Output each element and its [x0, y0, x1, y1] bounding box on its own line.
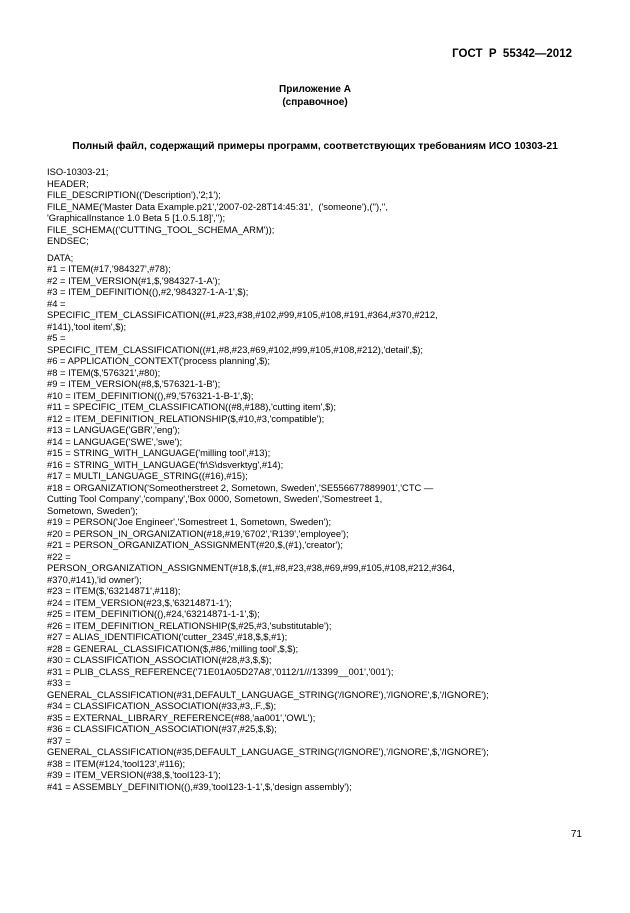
code-line: #141),'tool item',$);: [47, 320, 127, 332]
code-line: #39 = ITEM_VERSION(#38,$,'tool123-1');: [47, 769, 221, 780]
page-number: 71: [570, 829, 582, 840]
code-line: FILE_DESCRIPTION(('Description'),'2;1');: [47, 189, 221, 200]
code-line: 'GraphicalInstance 1.0 Beta 5 [1.0.5.18]','');: [47, 212, 226, 223]
code-line: #10 = ITEM_DEFINITION((),#9,'576321-1-B-1',$);: [47, 389, 254, 401]
code-line: SPECIFIC_ITEM_CLASSIFICATION((#1,#8,#23,#69,#102,#99,#105,#108,#212),'detail',$);: [47, 343, 424, 355]
code-line: FILE_SCHEMA(('CUTTING_TOOL_SCHEMA_ARM'));: [47, 223, 275, 235]
code-line: ISO-10303-21;: [47, 166, 109, 177]
code-line: #26 = ITEM_DEFINITION_RELATIONSHIP($,#25,#3,'substitutable');: [47, 619, 332, 631]
annex-title: Приложение А: [279, 84, 351, 95]
code-line: #4 =: [47, 297, 66, 309]
code-line: #17 = MULTI_LANGUAGE_STRING((#16),#15);: [47, 470, 248, 481]
code-line: #25 = ITEM_DEFINITION((),#24,'63214871-1-1',$);: [47, 608, 260, 619]
code-line: GENERAL_CLASSIFICATION(#31,DEFAULT_LANGUAGE_STRING('/IGNORE'),'/IGNORE',$,'/IGNORE');: [47, 688, 489, 700]
code-line: #36 = CLASSIFICATION_ASSOCIATION(#37,#25,$,$);: [47, 723, 277, 734]
annex-label: [0, 83, 630, 109]
code-line: #41 = ASSEMBLY_DEFINITION((),#39,'tool123-1-1',$,'design assembly');: [47, 780, 352, 792]
code-line: #33 =: [47, 677, 71, 688]
code-line: #28 = GENERAL_CLASSIFICATION($,#86,'milling tool',$,$);: [47, 642, 299, 654]
code-line: HEADER;: [47, 177, 89, 189]
code-line: #2 = ITEM_VERSION(#1,$,'984327-1-A');: [47, 274, 221, 286]
code-line: #15 = STRING_WITH_LANGUAGE('milling tool',#13);: [47, 447, 271, 458]
code-line: #9 = ITEM_VERSION(#8,$,'576321-1-B');: [47, 378, 221, 389]
code-line: #34 = CLASSIFICATION_ASSOCIATION(#33,#3,.F.,$);: [47, 700, 277, 711]
code-line: #30 = CLASSIFICATION_ASSOCIATION(#28,#3,$,$);: [47, 654, 272, 665]
code-line: #8 = ITEM($,'576321',#80);: [47, 366, 161, 378]
code-line: #38 = ITEM(#124,'tool123',#116);: [47, 757, 186, 769]
code-line: #5 =: [47, 332, 66, 343]
data-section: [47, 252, 489, 793]
code-line: #16 = STRING_WITH_LANGUAGE('fr\S\dsverktyg',#14);: [47, 458, 284, 470]
code-line: #19 = PERSON('Joe Engineer','Somestreet 1, Sometown, Sweden');: [47, 516, 332, 527]
code-line: #12 = ITEM_DEFINITION_RELATIONSHIP($,#10,#3,'compatible');: [47, 412, 325, 424]
code-line: SPECIFIC_ITEM_CLASSIFICATION((#1,#23,#38,#102,#99,#105,#108,#191,#364,#370,#212,: [47, 309, 438, 320]
code-line: Cutting Tool Company','company','Box 0000, Sometown, Sweden','Somestreet 1,: [47, 493, 383, 504]
code-line: #35 = EXTERNAL_LIBRARY_REFERENCE(#88,'aa001','OWL');: [47, 711, 316, 723]
code-line: #22 =: [47, 550, 71, 562]
code-line: #13 = LANGUAGE('GBR','eng');: [47, 424, 180, 435]
code-line: #18 = ORGANIZATION('Someotherstreet 2, Sometown, Sweden','SE556677889901','CTC —: [47, 481, 434, 493]
code-line: #27 = ALIAS_IDENTIFICATION('cutter_2345',#18,$,$,#1);: [47, 631, 288, 642]
code-line: PERSON_ORGANIZATION_ASSIGNMENT(#18,$,(#1,#8,#23,#38,#69,#99,#105,#108,#212,#364,: [47, 562, 455, 573]
code-line: ENDSEC;: [47, 235, 89, 246]
code-line: #31 = PLIB_CLASS_REFERENCE('71E01A05D27A8','0112/1///13399__001','001');: [47, 665, 394, 677]
code-listing: [47, 166, 489, 792]
annex-subtitle: (справочное): [282, 97, 348, 108]
header-section: [47, 166, 489, 247]
code-line: #14 = LANGUAGE('SWE','swe');: [47, 435, 183, 447]
code-line: #24 = ITEM_VERSION(#23,$,'63214871-1');: [47, 596, 232, 608]
code-line: #11 = SPECIFIC_ITEM_CLASSIFICATION((#8,#188),'cutting item',$);: [47, 401, 337, 412]
code-line: #370,#141),'id owner');: [47, 573, 142, 585]
code-line: #1 = ITEM(#17,'984327',#78);: [47, 263, 171, 274]
section-heading: Полный файл, содержащий примеры программ, соответствующих требованиям ИСО 10303-21: [72, 141, 558, 152]
code-line: #37 =: [47, 734, 71, 746]
code-line: Sometown, Sweden');: [47, 504, 138, 516]
code-line: GENERAL_CLASSIFICATION(#35,DEFAULT_LANGUAGE_STRING('/IGNORE'),'/IGNORE',$,'/IGNORE');: [47, 746, 489, 757]
code-line: #21 = PERSON_ORGANIZATION_ASSIGNMENT(#20,$,(#1),'creator');: [47, 539, 343, 550]
code-line: #20 = PERSON_IN_ORGANIZATION(#18,#19,'6702','R139','employee');: [47, 527, 349, 539]
code-line: #3 = ITEM_DEFINITION((),#2,'984327-1-A-1',$);: [47, 286, 249, 297]
standard-header: ГОСТ Р 55342—2012: [452, 48, 572, 60]
code-line: DATA;: [47, 251, 74, 263]
code-line: #6 = APPLICATION_CONTEXT('process planning',$);: [47, 355, 271, 366]
code-line: FILE_NAME('Master Data Example.p21','2007-02-28T14:45:31', ('someone'),(''),'',: [47, 200, 388, 212]
code-line: #23 = ITEM($,'63214871',#118);: [47, 585, 181, 596]
